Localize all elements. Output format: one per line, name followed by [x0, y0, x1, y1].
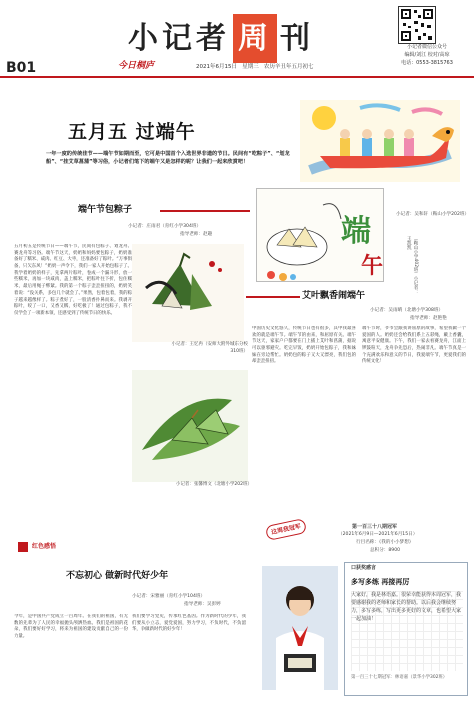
masthead-title-b: 刊 — [280, 21, 314, 56]
red-section-text-b: 我们要学习党史，传承红色基因。作为新时代的少年，我们要从小立志，爱党爱国，努力学习，不负时代，不负韶华，争做新时代的好少年！ — [132, 614, 246, 633]
article1-fig1-caption: 小记者：王忆冉（安师大附外城东分校310班） — [171, 342, 248, 354]
editor-line: 编辑/刘江 校对/高琼 — [404, 51, 450, 58]
header-divider — [0, 76, 474, 78]
article1-title-rule — [160, 210, 250, 212]
duan-glyph: 端 — [341, 214, 371, 249]
article1-byline: 小记者：庄雨君（育红小学304班） — [128, 224, 202, 229]
qr-caption: 小记者微信公众号 — [406, 44, 447, 50]
painting-byline: 小记者：吴和轩（鞍山小学202班） — [396, 212, 470, 217]
issue-date: 2021年6月15日 — [196, 64, 237, 70]
feature-intro: 一年一度的传统佳节——端午节如期而至，它可是中国首个入选世界非遗的节日。民间有“吃粽子”、“划龙船”、“挂艾草菖蒲”等习俗，小记者们笔下的端午又是怎样的呢？让我们一起来欣赏吧！ — [46, 151, 290, 166]
issue-date-line — [196, 63, 314, 71]
phone-line: 电话：0553-3815763 — [401, 59, 453, 66]
champion-period: 第一百三十八期冠军 — [352, 524, 398, 530]
wu-glyph: 午 — [361, 253, 384, 279]
feature-headline: 五月五 过端午 — [68, 121, 196, 143]
masthead-title-zhou: 周 — [233, 14, 277, 63]
champion-points: 总积分：8900 — [370, 548, 401, 553]
article2-text-b: 端午节时，爷爷会跟我讲屈原的故事，希望我做一个爱国的人。奶奶还会给我们系上五彩绳，戴上香囊，寓意平安健康。下午，我们一家去看赛龙舟，江面上锣鼓喧天，龙舟争先恐后，热闹非凡。端午节真是一个充满欢乐和意义的节日，我爱端午节，更爱我们的传统文化！ — [362, 326, 466, 365]
masthead-title — [128, 14, 314, 63]
champion-box — [344, 562, 468, 696]
champion-photo — [262, 566, 338, 690]
issue-weekday: 星期三 — [242, 64, 259, 70]
article2-teacher: 指导老师：赵艳艳 — [410, 316, 447, 321]
champion-motto-label: 口获奖感言 — [351, 565, 377, 571]
champion-tail: 第一百三十七期冠军：林语嘉（景华小学302班） — [351, 675, 448, 680]
sketch-byline: （鞍山小学402班）小记者：王凯凯 — [406, 236, 418, 295]
article1-text: 五月初五是传统节日——端午节，民间有包粽子、划龙舟、赛龙舟等习俗。端午节这天，奶奶和妈妈要包粽子，奶奶准备好了糯米、咸肉、红豆、大枣，还准备好了粽叶。“万事俱备，只欠东风！”奶奶一声令下，我们一家人开始包粽子了。我学着奶奶的样子，先拿两片粽叶，卷成一个漏斗形，放一些糯米，再加一块咸肉，盖上糯米，把粽叶往下折，包住糯米，最后用绳子绑紧。我的第一个粽子歪歪扭扭的，奶奶笑着说：“没关系，多包几个就会了。”果然，包着包着，我的粽子越来越像样了。粽子煮好了，一股清香扑鼻而来。我剥开粽叶，咬了一口，又香又糯，好吃极了！通过包粽子，我不仅学会了一项新本领，还感受到了传统节日的快乐。 — [14, 244, 132, 316]
qr-code — [398, 6, 436, 44]
red-section-byline: 小记者：宋雅丽（育红小学104班） — [132, 594, 206, 599]
issue-lunar: 农历辛丑年五月初七 — [264, 64, 314, 70]
champion-motto-text: 大家好，我是林语嘉。很荣幸能获得本周冠军，我要感谢我的老师和家长的帮助。以后我会继续努力，多写多练，写出更多更好的文章，也希望大家一起加油！ — [351, 591, 463, 671]
red-section-label: 红色感悟 — [32, 543, 57, 550]
masthead-title-a: 小记者 — [128, 21, 230, 56]
duanwu-sketch — [256, 188, 384, 282]
zongzi-painting-1 — [132, 244, 244, 342]
champion-dates: （2021年6月9日—2021年6月15日） — [338, 532, 418, 537]
article2-title-rule — [246, 296, 300, 298]
champion-motto-title: 多写多练 再接再厉 — [351, 578, 410, 586]
champion-name-line: 行目名称：《我的小小梦想》 — [356, 540, 414, 545]
article1-title: 端午节包粽子 — [78, 205, 133, 215]
newspaper-logo: 今日桐庐 — [118, 61, 155, 71]
champion-stamp: 这周我冠军 — [265, 518, 307, 541]
dragon-boat-painting — [300, 100, 460, 182]
red-section-icon — [18, 542, 28, 552]
article2-title: 艾叶飘香闹端午 — [302, 291, 366, 301]
article1-teacher: 指导老师：赵趣 — [180, 232, 213, 237]
article2-text-a: 中国历史文化悠久，传统节日也有很多，其中我最喜欢的就是端午节。端午节的由来，和屈原有关。端午节这天，家家户户都要在门上插上艾叶和菖蒲，据说可以驱邪避灾。吃完早饭，奶奶开始包粽子，我和妹妹在旁边帮忙。奶奶包的粽子又大又漂亮，我们包的却歪歪扭扭。 — [252, 326, 356, 365]
zongzi-painting-2 — [132, 370, 248, 482]
red-section-title: 不忘初心 做新时代好少年 — [66, 571, 169, 581]
red-section-teacher: 指导老师：吴彭婷 — [184, 602, 221, 607]
masthead-info — [386, 44, 468, 67]
article2-byline: 小记者：吴雨晴（北塘小学308班） — [370, 308, 444, 313]
page-number: B01 — [6, 60, 37, 76]
red-section-text-a: 今年，是中国共产党成立一百周年。在我们的祖国，有无数的先辈为了人民的幸福抛头颅洒热血。我们是祖国的花朵，我们要好好学习，将来为祖国的建设贡献自己的一份力量。 — [14, 614, 128, 640]
article1-fig2-caption: 小记者：张馨博文（北塘小学202班） — [175, 482, 252, 487]
